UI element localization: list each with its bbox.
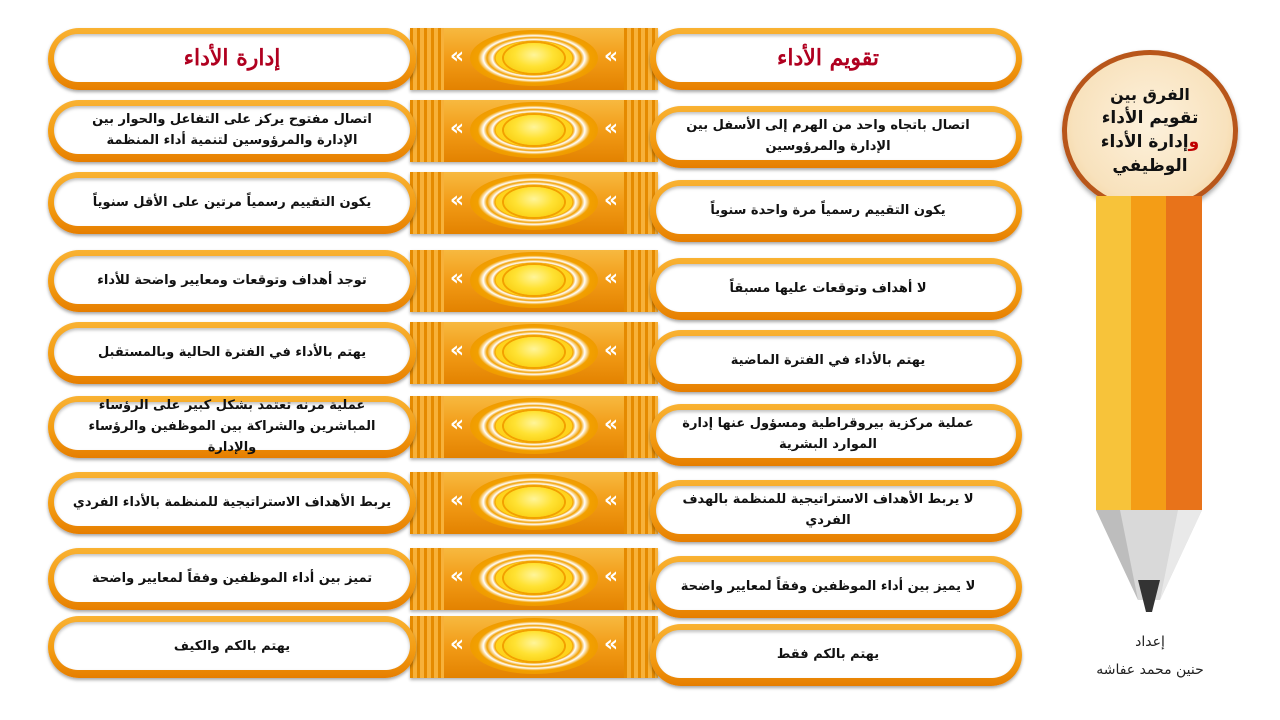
row-connector [410, 616, 658, 678]
management-pill [48, 100, 416, 162]
chevron-left-icon: « [449, 44, 465, 69]
chevron-left-icon: « [449, 188, 465, 213]
row-connector [410, 396, 658, 458]
appraisal-pill [650, 480, 1022, 542]
header-left-pill [48, 28, 416, 90]
chevron-left-icon: « [449, 116, 465, 141]
comparison-row [0, 612, 1040, 684]
title-line4: الوظيفي [1112, 156, 1188, 176]
chevron-left-icon: « [603, 116, 619, 141]
management-text: يهتم بالكم والكيف [54, 622, 410, 670]
comparison-row [0, 96, 1040, 168]
comparison-row [0, 468, 1040, 540]
management-pill [48, 616, 416, 678]
chevron-left-icon: « [449, 338, 465, 363]
appraisal-pill [650, 624, 1022, 686]
row-connector [410, 250, 658, 312]
header-row [0, 24, 1040, 96]
chevron-left-icon: « [603, 488, 619, 513]
sun-icon [470, 474, 598, 530]
header-connector [410, 28, 658, 90]
management-text: تميز بين أداء الموظفين وفقاً لمعايير واضحة [54, 554, 410, 602]
management-text: توجد أهداف وتوقعات ومعايير واضحة للأداء [54, 256, 410, 304]
header-right-title: تقويم الأداء [656, 34, 1016, 82]
sun-icon [470, 324, 598, 380]
comparison-row [0, 246, 1040, 318]
appraisal-pill [650, 556, 1022, 618]
sun-icon [470, 398, 598, 454]
header-left-title: إدارة الأداء [54, 34, 410, 82]
row-connector [410, 322, 658, 384]
title-line1: الفرق بين [1110, 85, 1190, 104]
management-pill [48, 322, 416, 384]
chevron-left-icon: « [603, 632, 619, 657]
pencil-icon [1096, 196, 1202, 510]
chevron-left-icon: « [603, 266, 619, 291]
appraisal-text: لا يميز بين أداء الموظفين وفقاً لمعايير واضحة [656, 562, 1016, 610]
appraisal-text: يهتم بالأداء في الفترة الماضية [656, 336, 1016, 384]
chevron-left-icon: « [449, 266, 465, 291]
title-badge [1062, 50, 1238, 212]
appraisal-pill [650, 330, 1022, 392]
management-text: اتصال مفتوح يركز على التفاعل والحوار بين الإدارة والمرؤوسين لتنمية أداء المنظمة [54, 106, 410, 154]
management-text: يهتم بالأداء في الفترة الحالية وبالمستقبل [54, 328, 410, 376]
row-connector [410, 548, 658, 610]
chevron-left-icon: « [603, 44, 619, 69]
chevron-left-icon: « [603, 564, 619, 589]
management-pill [48, 396, 416, 458]
chevron-left-icon: « [603, 412, 619, 437]
appraisal-text: يكون التقييم رسمياً مرة واحدة سنوياً [656, 186, 1016, 234]
credit-author: حنين محمد عفاشه [1096, 662, 1204, 678]
row-connector [410, 172, 658, 234]
sun-icon [470, 102, 598, 158]
chevron-left-icon: « [449, 412, 465, 437]
title-line3: وإدارة الأداء [1100, 132, 1200, 152]
comparison-row [0, 544, 1040, 616]
appraisal-text: اتصال باتجاه واحد من الهرم إلى الأسفل بين الإدارة والمرؤوسين [656, 112, 1016, 160]
chevron-left-icon: « [449, 488, 465, 513]
sun-icon [470, 30, 598, 86]
management-pill [48, 250, 416, 312]
comparison-row [0, 392, 1040, 464]
sun-icon [470, 174, 598, 230]
management-pill [48, 172, 416, 234]
header-right-pill [650, 28, 1022, 90]
appraisal-text: لا أهداف وتوقعات عليها مسبقاً [656, 264, 1016, 312]
chevron-left-icon: « [603, 338, 619, 363]
chevron-left-icon: « [449, 632, 465, 657]
appraisal-pill [650, 106, 1022, 168]
chevron-left-icon: « [603, 188, 619, 213]
management-pill [48, 548, 416, 610]
comparison-row [0, 318, 1040, 390]
chevron-left-icon: « [449, 564, 465, 589]
appraisal-pill [650, 180, 1022, 242]
row-connector [410, 100, 658, 162]
sun-icon [470, 252, 598, 308]
management-text: يربط الأهداف الاستراتيجية للمنظمة بالأداء الفردي [54, 478, 410, 526]
management-text: عملية مرنه تعتمد بشكل كبير على الرؤساء المباشرين والشراكة بين الموظفين والرؤساء والإدارة [54, 402, 410, 450]
appraisal-text: يهتم بالكم فقط [656, 630, 1016, 678]
appraisal-text: لا يربط الأهداف الاستراتيجية للمنظمة بالهدف الفردي [656, 486, 1016, 534]
credit [1080, 628, 1220, 684]
appraisal-pill [650, 404, 1022, 466]
title-line2: تقويم الأداء [1101, 108, 1199, 128]
appraisal-pill [650, 258, 1022, 320]
sun-icon [470, 550, 598, 606]
management-pill [48, 472, 416, 534]
appraisal-text: عملية مركزية بيروقراطية ومسؤول عنها إدارة الموارد البشرية [656, 410, 1016, 458]
pencil-tip-icon [1090, 500, 1210, 620]
comparison-row [0, 168, 1040, 240]
row-connector [410, 472, 658, 534]
management-text: يكون التقييم رسمياً مرتين على الأقل سنوياً [54, 178, 410, 226]
credit-label: إعداد [1135, 634, 1165, 650]
sun-icon [470, 618, 598, 674]
